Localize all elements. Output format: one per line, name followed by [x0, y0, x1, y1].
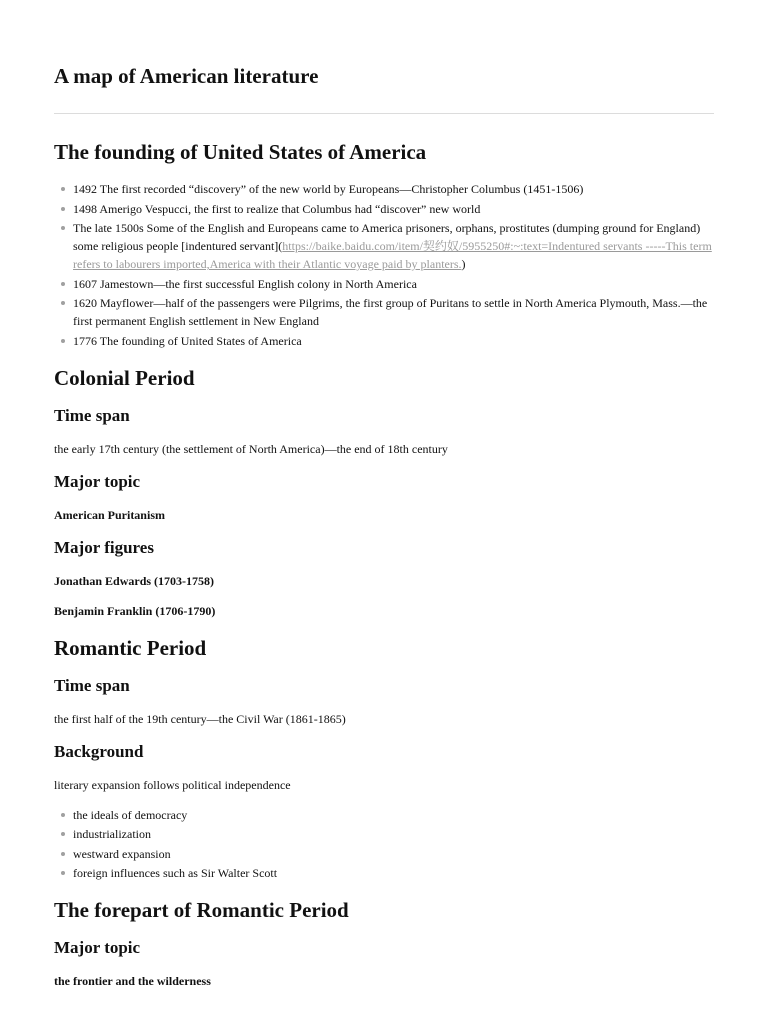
forepart-major-topic-heading: Major topic	[54, 938, 141, 957]
list-item: 1607 Jamestown—the first successful English colony in North America	[54, 275, 714, 293]
colonial-time-span-heading: Time span	[54, 405, 130, 425]
forepart-major-topic-text: the frontier and the wilderness	[54, 974, 211, 988]
list-item-text: The late 1500s Some of the English and Europeans came to America prisoners, orphans, prostitutes (dumping ground for England) some religious people [indentured servant](	[73, 221, 701, 253]
list-item: 1776 The founding of United States of America	[54, 332, 714, 350]
list-item: 1620 Mayflower—half of the passengers were Pilgrims, the first group of Puritans to settle in North America Plymouth, Mass.—the first permanent English settlement in New England	[54, 294, 714, 330]
page-title: A map of American literature	[54, 64, 319, 88]
figure-jonathan-edwards: Jonathan Edwards (1703-1758)	[54, 573, 215, 588]
founding-timeline-list	[54, 180, 714, 350]
baike-indentured-servant-link[interactable]: https://baike.baidu.com/item/契约奴/5955250#:~:text=Indentured servants -----This term refers to labourers imported,America with their Atlantic voyage paid by planters.	[73, 239, 712, 271]
colonial-major-topic-heading: Major topic	[54, 471, 141, 491]
list-item: westward expansion	[54, 845, 714, 863]
list-item: the ideals of democracy	[54, 806, 714, 824]
colonial-major-figures-heading: Major figures	[54, 537, 154, 557]
colonial-time-span-text: the early 17th century (the settlement of North America)—the end of 18th century	[54, 441, 448, 456]
title-divider	[54, 113, 714, 114]
romantic-time-span-heading: Time span	[54, 675, 130, 695]
list-item: 1492 The first recorded “discovery” of the new world by Europeans—Christopher Columbus (1451-1506)	[54, 180, 714, 198]
colonial-major-topic-text: American Puritanism	[54, 507, 165, 522]
list-item: 1498 Amerigo Vespucci, the first to realize that Columbus had “discover” new world	[54, 200, 714, 218]
founding-heading: The founding of United States of America	[54, 140, 427, 164]
romantic-background-heading: Background	[54, 741, 144, 761]
list-item: industrialization	[54, 825, 714, 843]
romantic-background-text: literary expansion follows political independence	[54, 777, 291, 792]
list-item	[54, 219, 714, 273]
figure-benjamin-franklin: Benjamin Franklin (1706-1790)	[54, 603, 216, 618]
list-item: foreign influences such as Sir Walter Scott	[54, 864, 714, 882]
colonial-period-heading: Colonial Period	[54, 365, 195, 390]
romantic-time-span-text: the first half of the 19th century—the Civil War (1861-1865)	[54, 711, 346, 726]
list-item-text-end: )	[461, 257, 466, 271]
forepart-romantic-heading: The forepart of Romantic Period	[54, 898, 349, 922]
romantic-period-heading: Romantic Period	[54, 635, 207, 660]
romantic-background-list	[54, 806, 714, 883]
